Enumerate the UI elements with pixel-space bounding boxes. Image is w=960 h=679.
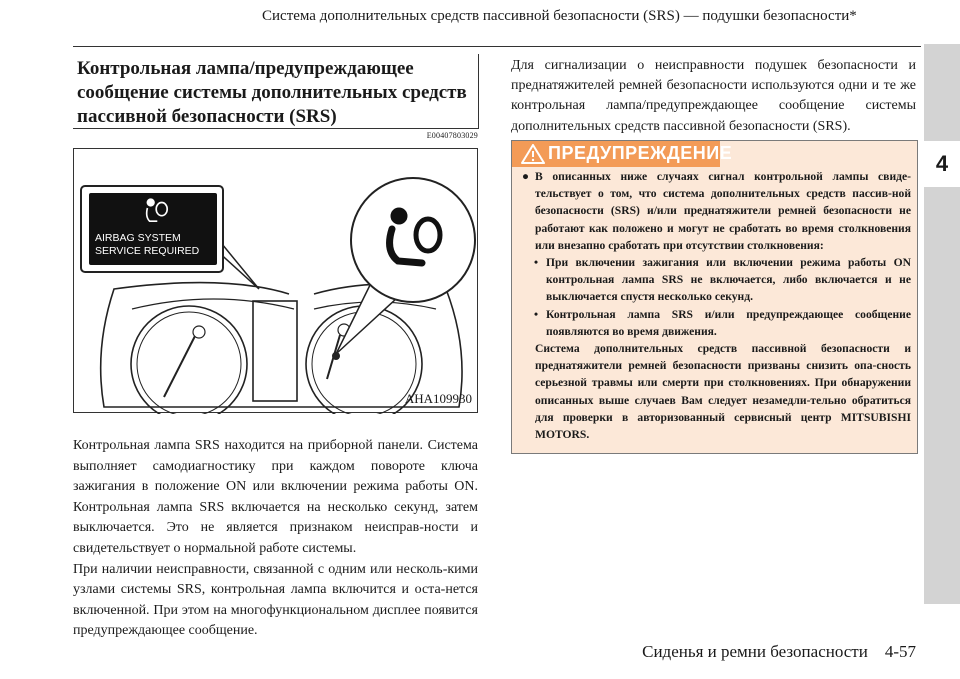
dot-marker: • xyxy=(534,307,539,321)
display-message-line2: SERVICE REQUIRED xyxy=(95,245,200,257)
dot-marker: • xyxy=(534,256,539,270)
display-message-line1: AIRBAG SYSTEM xyxy=(95,232,181,244)
section-title: Контрольная лампа/предупреждающее сообщение системы дополнительных средств пассивной безопасности (SRS) xyxy=(77,58,467,127)
figure-code: AHA109930 xyxy=(404,391,472,406)
chapter-side-tab xyxy=(924,44,960,604)
body-paragraph-1: Контрольная лампа SRS находится на приборной панели. Система выполняет самодиагностику при каждом повороте ключа зажигания в положение ON или включении режима работы ON. Контрольная лампа SRS включается на несколько секунд, затем выключается. Это не является признаком неисправ-ности и свидетельствует о нормальной работе системы. xyxy=(73,438,478,556)
warning-box xyxy=(511,140,918,454)
warning-lead-item xyxy=(522,168,911,254)
warning-closing-text: Система дополнительных средств пассивной безопасности и преднатяжители ремней безопасности призваны снизить опа-сность серьезной травмы или смерти при столкновениях. При обнаружении описанных выше случаев Вам следует незамедли-тельно обратиться для проверки в авторизованный сервисный центр MITSUBISHI MOTORS. xyxy=(535,342,911,442)
body-paragraph-2: При наличии неисправности, связанной с одним или несколь-кими узлами системы SRS, контрольная лампа включится и оста-нется включенной. При этом на многофункциональном дисплее появится предупреждающее сообщение. xyxy=(73,561,478,639)
chapter-number: 4 xyxy=(924,141,960,187)
left-body-text xyxy=(73,436,478,642)
warning-subitem-1-text: При включении зажигания или включении режима работы ON контрольная лампа SRS не включается, либо включается и не выключается спустя несколько секунд. xyxy=(546,256,911,304)
bullet-icon: ● xyxy=(522,170,530,183)
warning-subitem-1 xyxy=(522,254,911,306)
page-header-title: Система дополнительных средств пассивной безопасности (SRS) — подушки безопасности* xyxy=(262,8,857,24)
warning-heading-bar xyxy=(512,141,733,167)
instrument-panel-figure xyxy=(73,148,478,413)
section-code: E00407803029 xyxy=(426,131,478,140)
warning-heading: ПРЕДУПРЕЖДЕНИЕ xyxy=(548,143,733,163)
instrument-panel-illustration xyxy=(74,149,479,414)
right-intro-paragraph: Для сигнализации о неисправности подушек безопасности и преднатяжителей ремней безопасности используются одни и те же контрольная лампа/предупреждающее сообщение системы дополнительных средств пассивной безопасности (SRS). xyxy=(511,58,916,134)
page-footer: Сиденья и ремни безопасности 4-57 xyxy=(642,642,916,661)
warning-subitem-2-text: Контрольная лампа SRS и/или предупреждающее сообщение появляются во время движения. xyxy=(546,307,911,338)
warning-body xyxy=(522,168,911,443)
warning-lead-text: В описанных ниже случаях сигнал контрольной лампы свиде-тельствует о том, что система дополнительных средств пассив-ной безопасности (SRS) и/или преднатяжители ремней безопасности не работают как положено и могут не сработать во время столкновения или внезапно сработать при отсутствии столкновения: xyxy=(535,170,911,252)
header-divider xyxy=(73,46,921,47)
warning-triangle-icon xyxy=(521,144,545,164)
warning-subitem-2 xyxy=(522,306,911,340)
